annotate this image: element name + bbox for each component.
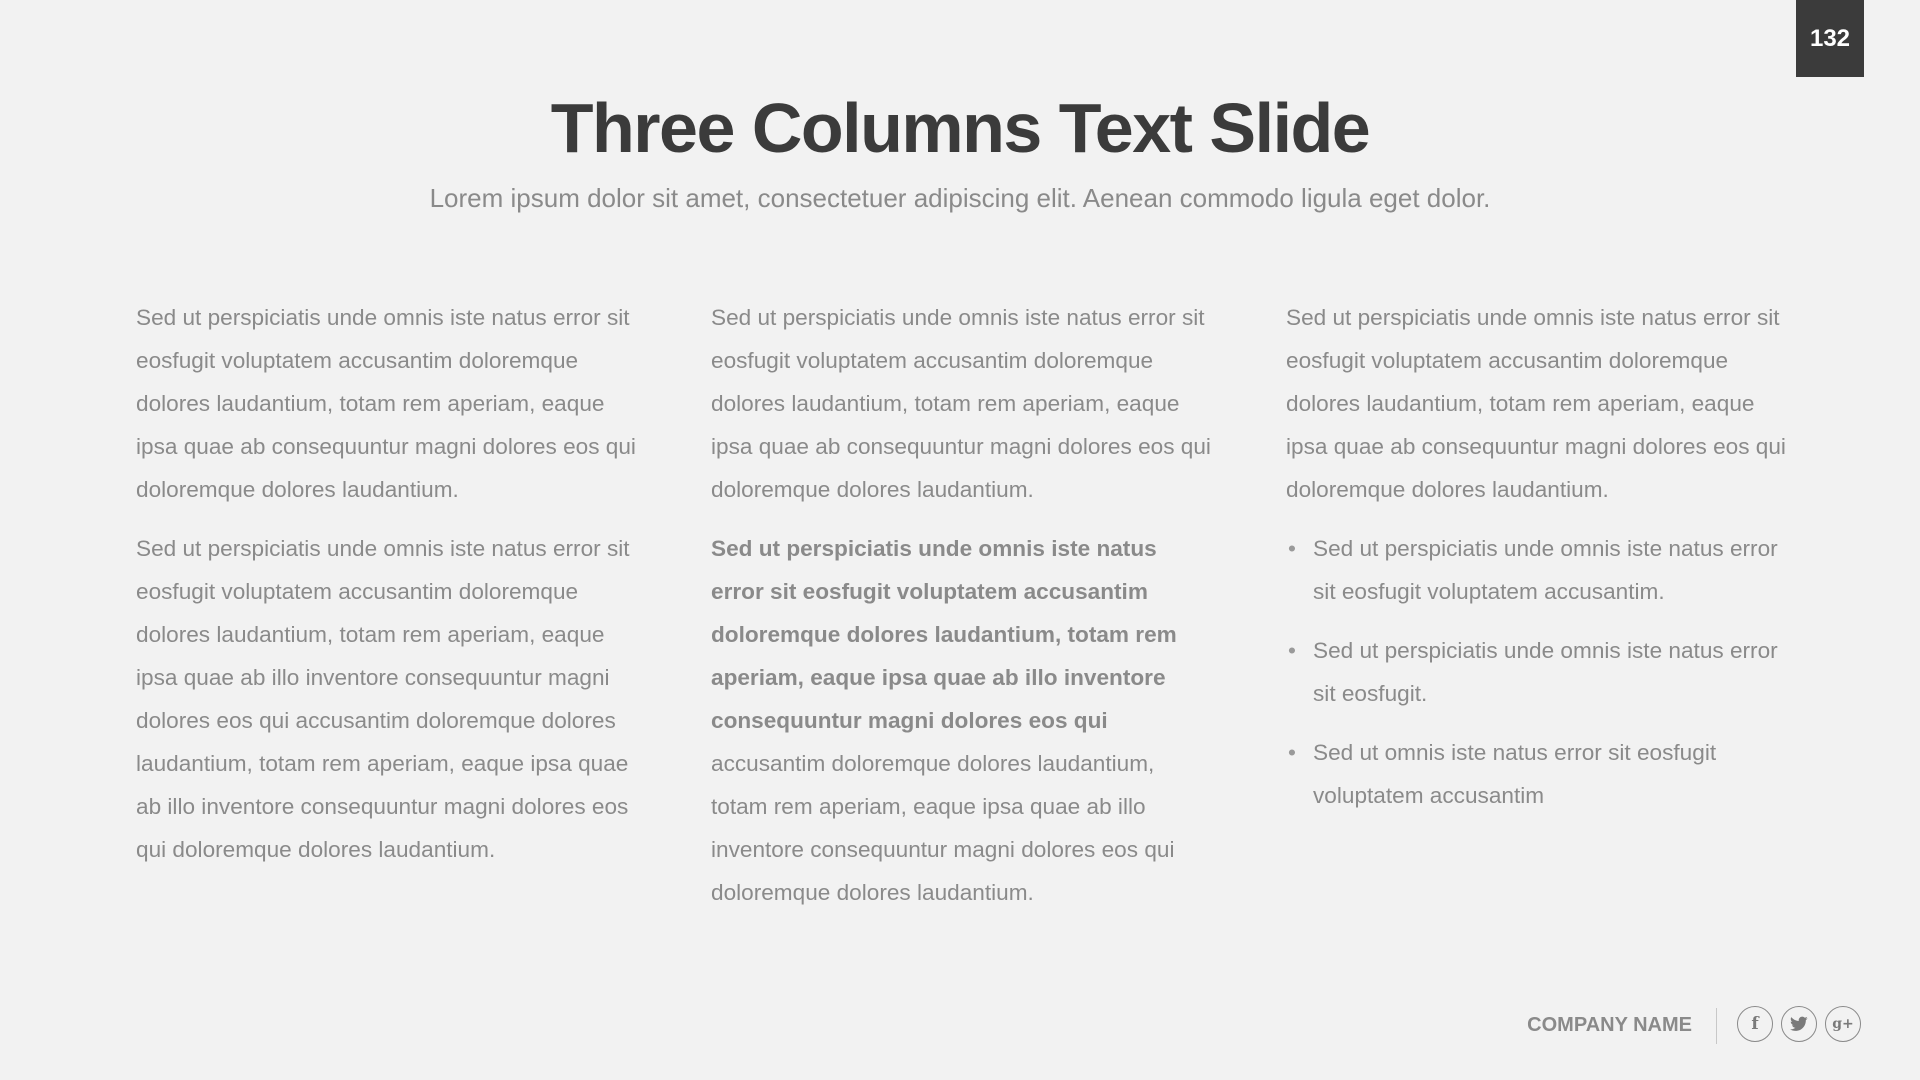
bullet-marker: • [1288, 536, 1296, 561]
middle-paragraph-2 [711, 527, 1211, 914]
bullet-item [1286, 527, 1786, 613]
footer-divider [1716, 1008, 1717, 1044]
right-column [1286, 296, 1786, 833]
company-name: COMPANY NAME [1527, 1014, 1692, 1036]
bullet-item [1286, 731, 1786, 817]
google-plus-icon[interactable] [1825, 1006, 1861, 1042]
slide-subtitle: Lorem ipsum dolor sit amet, consectetuer adipiscing elit. Aenean commodo ligula eget dolor. [429, 183, 1491, 213]
bullet-marker: • [1288, 638, 1296, 663]
bullet-item [1286, 629, 1786, 715]
middle-paragraph-2-rest: accusantim doloremque dolores laudantium, totam rem aperiam, eaque ipsa quae ab illo inventore consequuntur magni dolores eos qui doloremque dolores laudantium. [711, 751, 1175, 905]
twitter-icon[interactable] [1781, 1006, 1817, 1042]
left-paragraph-1: Sed ut perspiciatis unde omnis iste natus error sit eosfugit voluptatem accusantim doloremque dolores laudantium, totam rem aperiam, eaque ipsa quae ab consequuntur magni dolores eos qui doloremque dolores laudantium. [136, 305, 636, 502]
middle-column [711, 296, 1211, 930]
right-paragraph-1: Sed ut perspiciatis unde omnis iste natus error sit eosfugit voluptatem accusantim doloremque dolores laudantium, totam rem aperiam, eaque ipsa quae ab consequuntur magni dolores eos qui doloremque dolores laudantium. [1286, 305, 1786, 502]
twitter-bird-glyph [1790, 1016, 1808, 1032]
bullet-marker: • [1288, 740, 1296, 765]
middle-paragraph-2-bold: Sed ut perspiciatis unde omnis iste natus error sit eosfugit voluptatem accusantim doloremque dolores laudantium, totam rem aperiam, eaque ipsa quae ab illo inventore consequuntur magni dolores eos qui [711, 536, 1177, 733]
left-column [136, 296, 636, 887]
facebook-icon[interactable] [1737, 1006, 1773, 1042]
google-plus-glyph: g+ [1832, 1016, 1854, 1032]
bullet-text: Sed ut perspiciatis unde omnis iste natus error sit eosfugit. [1313, 638, 1778, 706]
page-number-badge: 132 [1796, 0, 1864, 77]
left-paragraph-2: Sed ut perspiciatis unde omnis iste natus error sit eosfugit voluptatem accusantim doloremque dolores laudantium, totam rem aperiam, eaque ipsa quae ab illo inventore consequuntur magni dolores eos qui accusantim doloremque dolores laudantium, totam rem aperiam, eaque ipsa quae ab illo inventore consequuntur magni dolores eos qui doloremque dolores laudantium. [136, 536, 630, 862]
middle-paragraph-1: Sed ut perspiciatis unde omnis iste natus error sit eosfugit voluptatem accusantim doloremque dolores laudantium, totam rem aperiam, eaque ipsa quae ab consequuntur magni dolores eos qui doloremque dolores laudantium. [711, 305, 1211, 502]
slide-title: Three Columns Text Slide [550, 89, 1370, 167]
bullet-list [1286, 527, 1786, 817]
facebook-glyph: f [1751, 1014, 1759, 1034]
bullet-text: Sed ut omnis iste natus error sit eosfugit voluptatem accusantim [1313, 740, 1717, 808]
bullet-text: Sed ut perspiciatis unde omnis iste natus error sit eosfugit voluptatem accusantim. [1313, 536, 1778, 604]
